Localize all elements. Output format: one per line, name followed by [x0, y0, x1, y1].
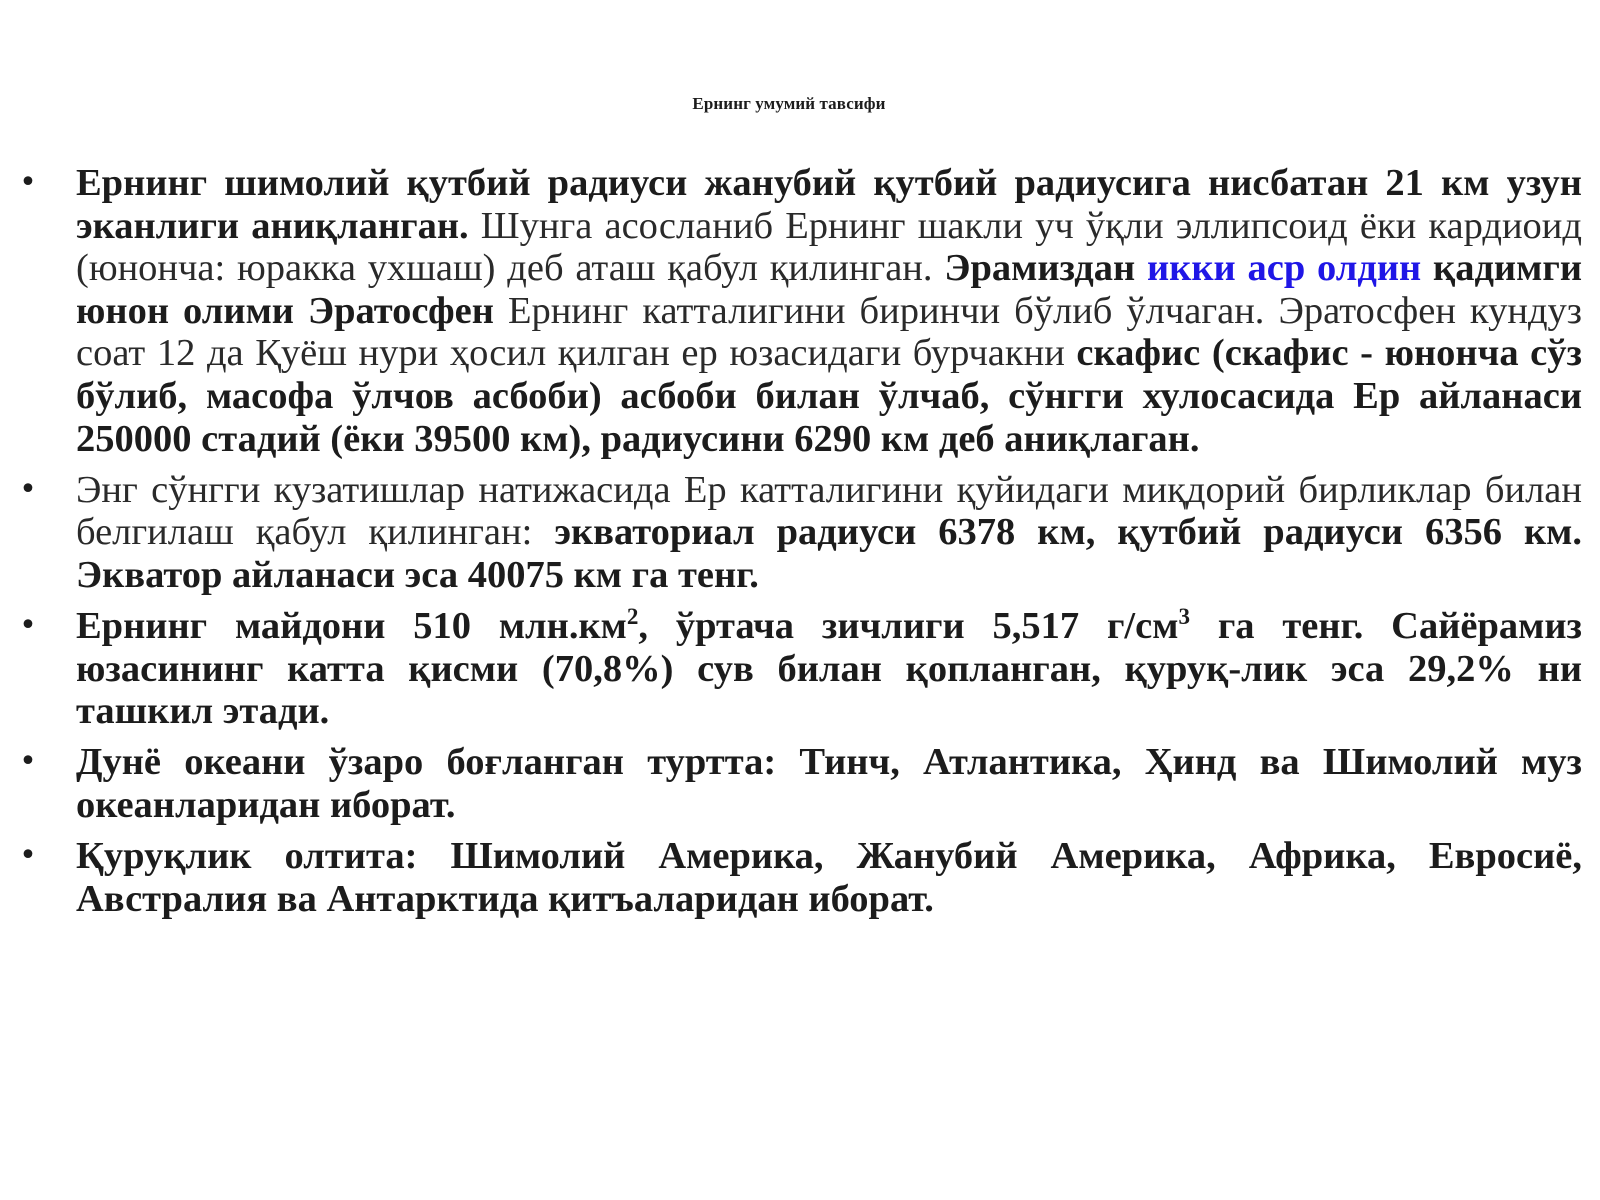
bullet-dot-icon: • [19, 471, 37, 507]
text-run: Ернинг шимолий қутбий радиуси жанубий қутбий радиусига нисбатан 21 км узун эканлиги аниқланган. [76, 162, 1582, 247]
bullet-dot-icon: • [19, 165, 37, 200]
text-run: скафис (скафис - юнонча сўз бўлиб, масофа ўлчов асбоби) асбоби билан ўлчаб, сўнгги хулосасида Ер айланаси 250000 стадий (ёки 39500 км), радиусини 6290 км деб аниқлаган. [76, 332, 1582, 460]
superscript: 2 [626, 603, 639, 630]
bullet-item [19, 741, 1582, 826]
bullet-item [19, 468, 1582, 597]
text-run: Ернинг майдони 510 млн.км [76, 604, 627, 647]
text-run: экваториал радиуси 6378 км, қутбий радиуси 6356 км. Экватор айланаси эса 40075 км га тенг. [76, 511, 1582, 596]
bullet-item [19, 162, 1583, 460]
superscript: 3 [1178, 603, 1190, 630]
highlighted-text-run: икки аср олдин [1146, 247, 1422, 290]
bullet-item [19, 603, 1583, 733]
bullet-dot-icon: • [19, 837, 37, 873]
slide-title: Ернинг умумий тавсифи [692, 94, 886, 113]
bullet-dot-icon: • [19, 744, 37, 780]
text-run: га тенг. Сайёрамиз юзасининг катта қисми (70,8%) сув билан қопланган, қуруқ-лик эса 29,2% ни ташкил этади. [76, 604, 1583, 733]
bullet-item [19, 834, 1582, 920]
text-run: Эрамиздан [944, 247, 1147, 290]
text-run: Энг сўнгги кузатишлар натижасида Ер катталигини қуйидаги миқдорий бирликлар билан белгилаш қабул қилинган: [76, 468, 1582, 554]
text-run: Ернинг катталигини биринчи бўлиб ўлчаган. Эратосфен кундуз соат 12 да Қуёш нури ҳосил қилган ер юзасидаги бурчакни [76, 289, 1582, 375]
bullet-dot-icon: • [19, 607, 37, 643]
text-run: Шунга асосланиб Ернинг шакли уч ўқли эллипсоид ёки кардиоид (юнонча: юракка ухшаш) деб аташ қабул қилинган. [76, 204, 1582, 290]
text-run: , ўртача зичлиги 5,517 г/см [638, 604, 1179, 647]
text-run: қадимги юнон олими Эратосфен [76, 247, 1583, 332]
text-run: Қуруқлик олтита: Шимолий Америка, Жанубий Америка, Африка, Евросиё, Австралия ва Антарктида қитъаларидан иборат. [76, 834, 1582, 920]
bullet-list [19, 162, 1583, 929]
text-run: Дунё океани ўзаро боғланган туртта: Тинч, Атлантика, Ҳинд ва Шимолий муз океанларидан иборат. [76, 741, 1582, 826]
